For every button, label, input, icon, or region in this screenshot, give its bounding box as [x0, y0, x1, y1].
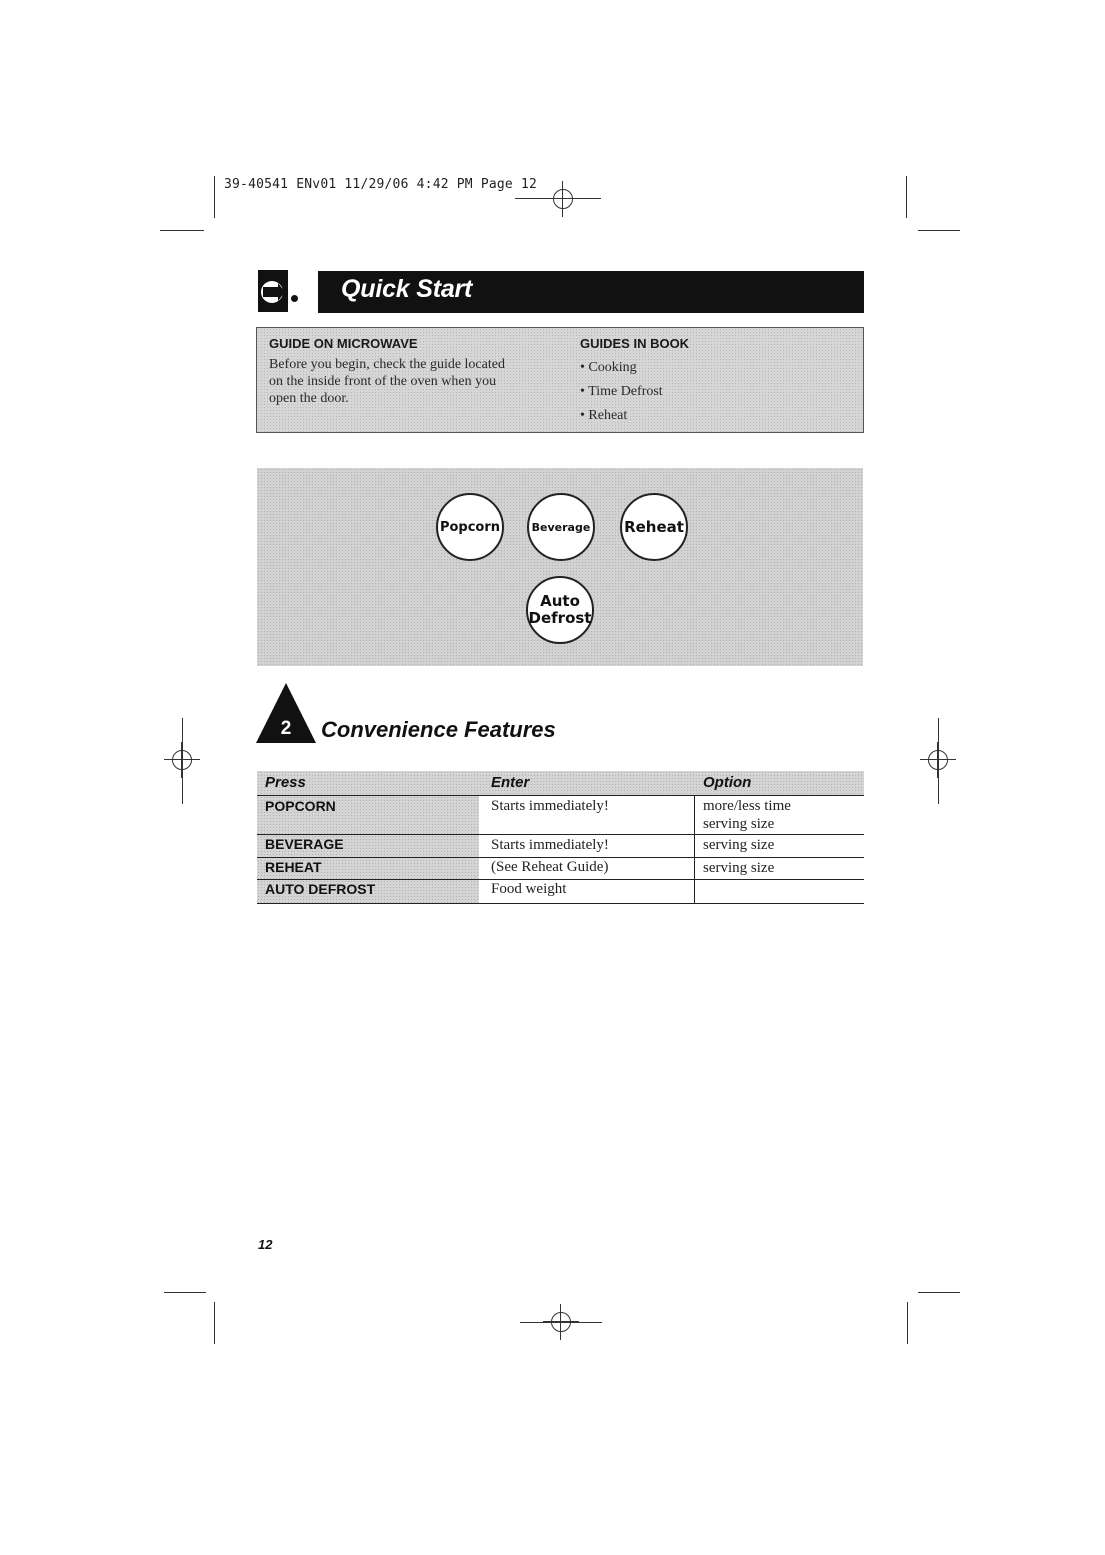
- registration-mark-right: [920, 742, 956, 778]
- row-popcorn-option-1: more/less time: [703, 798, 791, 814]
- guide-right-list: [580, 356, 663, 428]
- table-bottom-rule: [257, 903, 864, 904]
- crop-mark-bottom-right-h: [918, 1292, 960, 1293]
- row-auto-defrost-enter: Food weight: [491, 881, 567, 897]
- page-title: Quick Start: [341, 275, 473, 303]
- header-bullet: [291, 295, 298, 302]
- guide-left-text: [269, 356, 559, 407]
- guide-item-cooking: • Cooking: [580, 360, 637, 375]
- registration-mark-bottom: [543, 1304, 579, 1340]
- row-reheat-option: serving size: [703, 860, 775, 876]
- row-rule-2: [257, 857, 864, 858]
- print-slug: 39-40541 ENv01 11/29/06 4:42 PM Page 12: [224, 177, 538, 192]
- page-number: 12: [258, 1237, 273, 1252]
- row-beverage-option: serving size: [703, 837, 775, 853]
- option-divider: [694, 796, 695, 903]
- quick-start-arrow-icon: [258, 270, 288, 312]
- crop-mark-bottom-left-v: [214, 1302, 215, 1344]
- row-beverage-enter: Starts immediately!: [491, 837, 609, 853]
- guide-left-line-3: open the door.: [269, 391, 349, 406]
- row-reheat-press: REHEAT: [265, 859, 322, 875]
- row-auto-defrost-press: AUTO DEFROST: [265, 881, 376, 897]
- row-beverage-press: BEVERAGE: [265, 836, 344, 852]
- row-rule-3: [257, 879, 864, 880]
- row-rule-1: [257, 834, 864, 835]
- popcorn-button[interactable]: Popcorn: [436, 493, 504, 561]
- crop-mark-top-right-v: [906, 176, 907, 218]
- row-popcorn-option-2: serving size: [703, 816, 775, 832]
- header-option: Option: [703, 774, 752, 791]
- auto-defrost-button[interactable]: [526, 576, 594, 644]
- crop-mark-bottom-left-h: [164, 1292, 206, 1293]
- auto-defrost-label-2: Defrost: [528, 609, 592, 627]
- beverage-button[interactable]: Beverage: [527, 493, 595, 561]
- control-panel-illustration: [257, 468, 863, 666]
- guide-item-reheat: • Reheat: [580, 408, 628, 423]
- guide-left-line-2: on the inside front of the oven when you: [269, 374, 497, 389]
- crop-mark-top-left-h: [160, 230, 204, 231]
- crop-mark-bottom-right-v: [907, 1302, 908, 1344]
- row-popcorn-press: POPCORN: [265, 798, 336, 814]
- section-number: 2: [280, 718, 292, 739]
- guide-box: [256, 327, 864, 433]
- guide-left-line-1: Before you begin, check the guide located: [269, 357, 505, 372]
- reheat-button[interactable]: Reheat: [620, 493, 688, 561]
- registration-mark-top: [545, 181, 581, 217]
- section-title: Convenience Features: [321, 717, 556, 742]
- registration-mark-left: [164, 742, 200, 778]
- guide-left-heading: GUIDE ON MICROWAVE: [269, 336, 418, 351]
- crop-mark-top-right-h: [918, 230, 960, 231]
- guide-right-heading: GUIDES IN BOOK: [580, 336, 690, 351]
- row-reheat-enter: (See Reheat Guide): [491, 859, 609, 875]
- row-popcorn-enter: Starts immediately!: [491, 798, 609, 814]
- header-press: Press: [265, 774, 306, 791]
- table-header-band: [257, 771, 864, 795]
- guide-item-time-defrost: • Time Defrost: [580, 384, 663, 399]
- auto-defrost-label-1: Auto: [540, 592, 580, 610]
- header-enter: Enter: [491, 774, 530, 791]
- crop-mark-top-left-v: [214, 176, 215, 218]
